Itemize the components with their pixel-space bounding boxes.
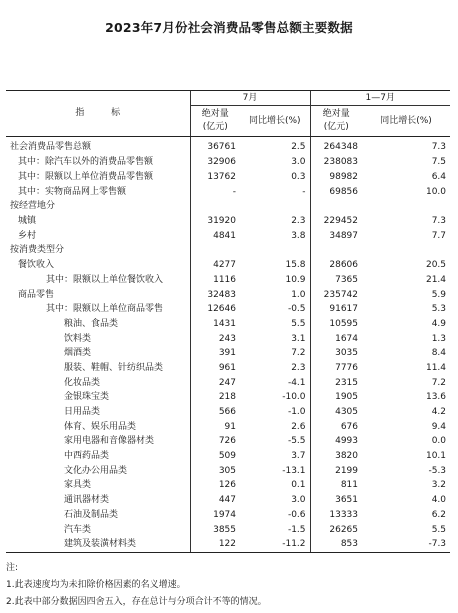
table-row [6, 361, 450, 376]
row-label: 文化办公用品类 [64, 465, 128, 476]
abs-value-header-july [190, 106, 240, 137]
jan-jul-value: 2315 [310, 376, 362, 391]
jan-jul-value [310, 200, 362, 215]
period-july-header: 7月 [190, 91, 310, 106]
july-growth: 3.8 [291, 230, 306, 241]
july-growth: 2.3 [291, 216, 306, 227]
july-value: 509 [190, 449, 240, 464]
jan-jul-value: 13333 [310, 508, 362, 523]
row-label: 通讯器材类 [64, 495, 110, 506]
row-label: 粮油、食品类 [64, 318, 119, 329]
row-label: 日用品类 [64, 407, 101, 418]
jan-jul-growth: 7.3 [431, 142, 447, 153]
jan-jul-value: 264348 [310, 137, 362, 156]
row-label: 烟酒类 [64, 348, 92, 359]
jan-jul-growth: 11.4 [425, 362, 447, 373]
indicator-header: 指 标 [6, 91, 190, 137]
july-growth: 3.1 [291, 333, 306, 344]
jan-jul-growth [362, 244, 450, 259]
july-value: 1431 [190, 317, 240, 332]
table-row [6, 156, 450, 171]
table-row [6, 464, 450, 479]
notes-heading: 注: [6, 563, 19, 573]
jan-jul-growth: 8.4 [431, 348, 447, 359]
abs-value-label: 绝对量 [201, 109, 229, 120]
jan-jul-growth: 5.9 [431, 289, 447, 300]
july-growth: 5.5 [291, 318, 306, 329]
row-label: 其中：限额以上单位消费品零售额 [18, 172, 154, 183]
jan-jul-value: 34897 [310, 229, 362, 244]
jan-jul-value: 4993 [310, 435, 362, 450]
abs-value-unit: (亿元) [202, 122, 228, 132]
jan-jul-value: 4305 [310, 405, 362, 420]
table-row [6, 288, 450, 303]
jan-jul-growth: 4.9 [431, 318, 447, 329]
july-growth: - [302, 186, 306, 197]
july-growth: 2.5 [291, 142, 306, 153]
table-row [6, 537, 450, 552]
row-label: 其中：限额以上单位餐饮收入 [46, 274, 164, 285]
table-row [6, 332, 450, 347]
jan-jul-value: 238083 [310, 156, 362, 171]
july-value: 726 [190, 435, 240, 450]
july-growth: 10.9 [285, 274, 306, 285]
jan-jul-value: 3820 [310, 449, 362, 464]
row-label: 石油及制品类 [64, 509, 119, 520]
jan-jul-growth: -7.3 [362, 537, 450, 552]
july-value: 32483 [190, 288, 240, 303]
data-table [6, 90, 450, 553]
table-row [6, 214, 450, 229]
july-value: 1974 [190, 508, 240, 523]
jan-jul-value: 853 [310, 537, 362, 552]
jan-jul-value: 3651 [310, 493, 362, 508]
jan-jul-value: 7365 [310, 273, 362, 288]
abs-value-label: 绝对量 [322, 109, 350, 120]
july-value: 4841 [190, 229, 240, 244]
jan-jul-value: 235742 [310, 288, 362, 303]
page-title: 2023年7月份社会消费品零售总额主要数据 [105, 20, 353, 35]
row-label: 商品零售 [18, 289, 55, 300]
table-row [6, 302, 450, 317]
jan-jul-growth: 10.0 [425, 186, 447, 197]
jan-jul-value: 98982 [310, 170, 362, 185]
row-label: 餐饮收入 [18, 260, 55, 271]
july-value: 126 [190, 479, 240, 494]
jan-jul-value [310, 244, 362, 259]
growth-header-jan-jul: 同比增长(%) [362, 106, 450, 137]
july-growth: 0.3 [291, 172, 306, 183]
row-label: 其中：除汽车以外的消费品零售额 [18, 157, 154, 168]
table-row [6, 185, 450, 200]
jan-jul-growth: 4.2 [431, 407, 447, 418]
jan-jul-value: 3035 [310, 346, 362, 361]
table-row [6, 508, 450, 523]
july-value: 122 [190, 537, 240, 552]
table-row [6, 137, 450, 156]
abs-value-unit: (亿元) [323, 122, 349, 132]
july-growth: -13.1 [282, 465, 306, 476]
table-row [6, 435, 450, 450]
row-label: 家用电器和音像器材类 [64, 436, 155, 447]
jan-jul-value: 811 [310, 479, 362, 494]
jan-jul-value: 10595 [310, 317, 362, 332]
july-growth: 2.3 [291, 362, 306, 373]
july-value: 247 [190, 376, 240, 391]
jan-jul-growth: 6.4 [431, 172, 447, 183]
jan-jul-growth: 21.4 [425, 274, 447, 285]
jan-jul-growth: 20.5 [425, 260, 447, 271]
july-value: 218 [190, 391, 240, 406]
july-growth: -5.5 [287, 436, 306, 447]
july-value: 13762 [190, 170, 240, 185]
july-growth: 2.6 [291, 421, 306, 432]
jan-jul-value: 26265 [310, 523, 362, 538]
table-row [6, 346, 450, 361]
row-label: 其中：限额以上单位商品零售 [46, 304, 164, 315]
july-value: 1116 [190, 273, 240, 288]
jan-jul-growth: 5.3 [431, 304, 447, 315]
row-label: 体育、娱乐用品类 [64, 421, 137, 432]
table-row [6, 244, 450, 259]
jan-jul-growth: 3.2 [431, 480, 447, 491]
table-row [6, 479, 450, 494]
july-growth: 3.0 [291, 157, 306, 168]
table-row [6, 317, 450, 332]
row-label: 社会消费品零售总额 [10, 142, 92, 153]
july-growth: -4.1 [287, 377, 306, 388]
row-label: 饮料类 [64, 333, 92, 344]
jan-jul-growth: 7.5 [431, 157, 447, 168]
july-growth: -11.2 [240, 537, 310, 552]
july-growth: 1.0 [291, 289, 306, 300]
jan-jul-growth: 6.2 [431, 509, 447, 520]
jan-jul-growth: 5.5 [431, 524, 447, 535]
jan-jul-value: 91617 [310, 302, 362, 317]
july-growth: 3.7 [291, 451, 306, 462]
jan-jul-growth: 7.3 [431, 216, 447, 227]
row-label: 其中：实物商品网上零售额 [18, 186, 127, 197]
july-growth: 3.0 [291, 495, 306, 506]
july-growth: -0.5 [287, 304, 306, 315]
july-growth: 7.2 [291, 348, 306, 359]
jan-jul-growth: 13.6 [425, 392, 447, 403]
july-value: - [190, 185, 240, 200]
jan-jul-value: 7776 [310, 361, 362, 376]
jan-jul-value: 1674 [310, 332, 362, 347]
row-label: 建筑及装潢材料类 [6, 537, 190, 552]
row-label: 服装、鞋帽、针纺织品类 [64, 362, 164, 373]
jan-jul-growth: 10.1 [425, 451, 447, 462]
table-row [6, 405, 450, 420]
row-label: 乡村 [18, 230, 37, 241]
jan-jul-growth: 0.0 [431, 436, 447, 447]
row-label: 按消费类型分 [10, 245, 65, 256]
header-row-periods [6, 91, 450, 106]
jan-jul-value: 2199 [310, 464, 362, 479]
jan-jul-growth: -5.3 [428, 465, 447, 476]
table-row [6, 493, 450, 508]
row-label: 城镇 [18, 216, 37, 227]
table-row [6, 420, 450, 435]
july-value: 12646 [190, 302, 240, 317]
jan-jul-growth: 7.2 [431, 377, 447, 388]
table-row [6, 523, 450, 538]
july-growth: 15.8 [285, 260, 306, 271]
table-row [6, 449, 450, 464]
july-growth: -10.0 [282, 392, 306, 403]
table-row [6, 258, 450, 273]
july-value [190, 200, 240, 215]
july-growth: -1.5 [287, 524, 306, 535]
table-row [6, 200, 450, 215]
july-value: 961 [190, 361, 240, 376]
notes [6, 560, 452, 611]
july-value: 4277 [190, 258, 240, 273]
july-value: 305 [190, 464, 240, 479]
july-value: 243 [190, 332, 240, 347]
july-growth: 0.1 [291, 480, 306, 491]
jan-jul-growth [362, 200, 450, 215]
table-row [6, 170, 450, 185]
july-value: 36761 [190, 137, 240, 156]
july-value [190, 244, 240, 259]
jan-jul-growth: 4.0 [431, 495, 447, 506]
jan-jul-growth: 1.3 [431, 333, 447, 344]
jan-jul-value: 676 [310, 420, 362, 435]
row-label: 汽车类 [64, 524, 92, 535]
table-row [6, 391, 450, 406]
july-growth: -1.0 [287, 407, 306, 418]
note-item: 2.此表中部分数据因四舍五入，存在总计与分项合计不等的情况。 [6, 597, 267, 607]
row-label: 按经营地分 [10, 201, 56, 212]
row-label: 中西药品类 [64, 451, 110, 462]
table-row [6, 376, 450, 391]
july-value: 447 [190, 493, 240, 508]
period-jan-jul-header: 1—7月 [310, 91, 450, 106]
abs-value-header-jan-jul [310, 106, 362, 137]
july-value: 566 [190, 405, 240, 420]
july-value: 3855 [190, 523, 240, 538]
note-item: 1.此表速度均为未扣除价格因素的名义增速。 [6, 580, 186, 590]
table-row [6, 273, 450, 288]
july-growth [240, 200, 310, 215]
jan-jul-value: 229452 [310, 214, 362, 229]
july-value: 31920 [190, 214, 240, 229]
july-value: 91 [190, 420, 240, 435]
july-value: 391 [190, 346, 240, 361]
jan-jul-growth: 7.7 [431, 230, 447, 241]
july-value: 32906 [190, 156, 240, 171]
row-label: 化妆品类 [64, 377, 101, 388]
growth-header-july: 同比增长(%) [240, 106, 310, 137]
jan-jul-value: 28606 [310, 258, 362, 273]
jan-jul-value: 69856 [310, 185, 362, 200]
july-growth: -0.6 [287, 509, 306, 520]
table-row [6, 229, 450, 244]
july-growth [240, 244, 310, 259]
row-label: 家具类 [64, 480, 92, 491]
row-label: 金银珠宝类 [64, 392, 110, 403]
jan-jul-growth: 9.4 [431, 421, 447, 432]
jan-jul-value: 1905 [310, 391, 362, 406]
